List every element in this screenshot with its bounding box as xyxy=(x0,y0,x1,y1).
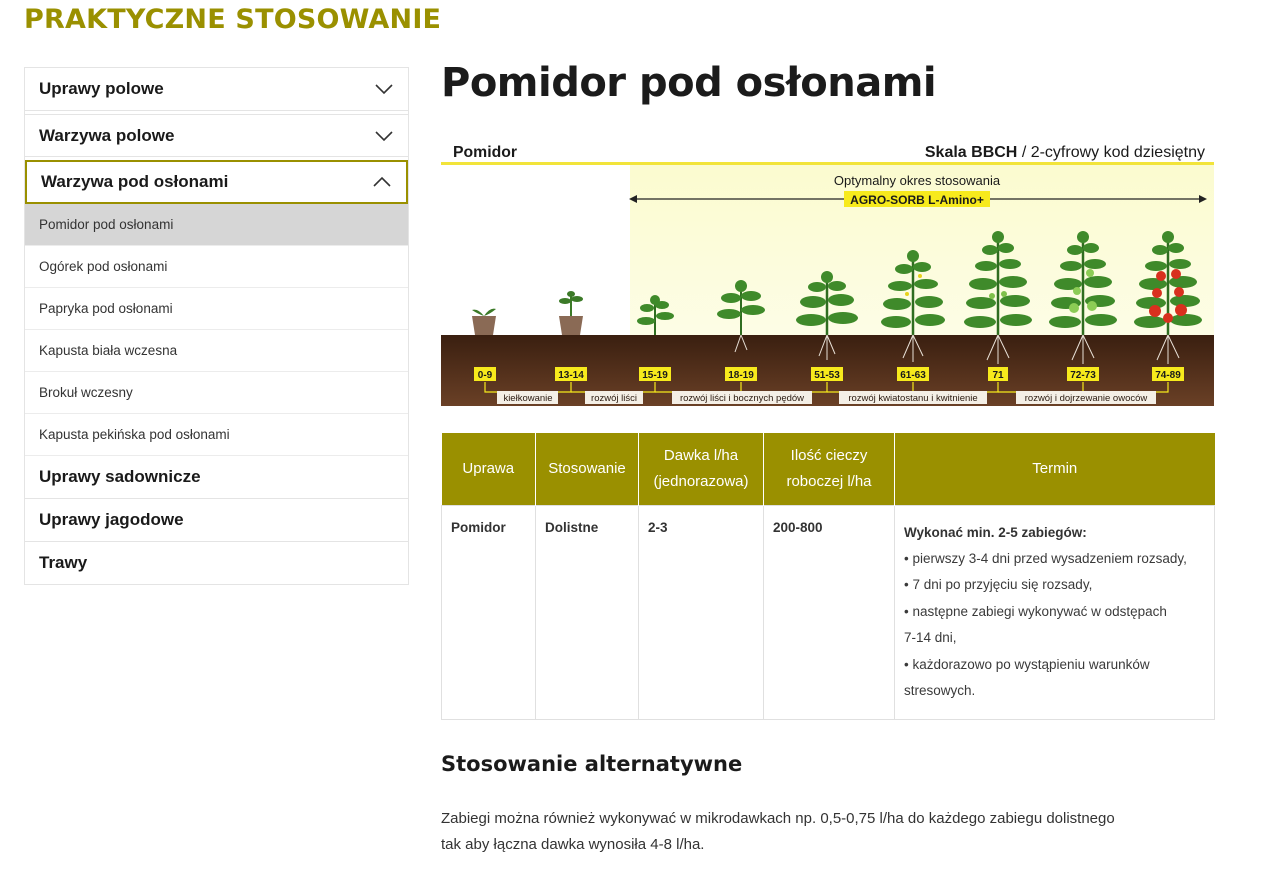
product-label: AGRO-SORB L-Amino+ xyxy=(850,193,984,207)
alternative-use-text xyxy=(441,806,1181,858)
sub-item-papryka[interactable]: Papryka pod osłonami xyxy=(25,288,408,330)
sub-item-ogorek[interactable]: Ogórek pod osłonami xyxy=(25,246,408,288)
term-line: • każdorazowo po wystąpieniu warunków xyxy=(904,656,1150,672)
stage-label: 0-9 xyxy=(477,370,493,381)
bbch-crop-label: Pomidor xyxy=(453,144,517,161)
stage-label: 15-19 xyxy=(642,370,668,381)
term-line: stresowych. xyxy=(904,683,976,698)
accordion-label: Uprawy sadownicze xyxy=(39,467,201,486)
stage-label: 13-14 xyxy=(558,370,584,381)
accordion-label: Warzywa polowe xyxy=(39,125,175,145)
sub-item-brokul[interactable]: Brokuł wczesny xyxy=(25,372,408,414)
alternative-use-heading: Stosowanie alternatywne xyxy=(441,752,743,776)
table-header-row xyxy=(442,433,1215,505)
term-title: Wykonać min. 2-5 zabiegów: xyxy=(904,524,1087,540)
accordion-warzywa-pod-oslonami[interactable] xyxy=(25,160,408,204)
cell-application: Dolistne xyxy=(536,505,639,719)
chevron-down-icon xyxy=(374,83,394,95)
phase-label: rozwój i dojrzewanie owoców xyxy=(1024,393,1148,404)
phase-label: rozwój liści xyxy=(591,393,637,404)
alt-text-line: Zabiegi można również wykonywać w mikrodawkach np. 0,5-0,75 l/ha do każdego zabiegu dolistnego xyxy=(441,810,1115,827)
sub-item-kapusta-pekinska[interactable]: Kapusta pekińska pod osłonami xyxy=(25,414,408,456)
col-header-dawka: Dawka l/ha (jednorazowa) xyxy=(639,433,764,505)
optimal-period-highlight xyxy=(630,165,1214,335)
stage-label: 74-89 xyxy=(1155,370,1181,381)
plant-stage-13-14 xyxy=(559,291,583,335)
crop-category-accordion xyxy=(24,67,409,585)
sub-item-kapusta-biala[interactable]: Kapusta biała wczesna xyxy=(25,330,408,372)
term-line: • 7 dni po przyjęciu się rozsady, xyxy=(904,577,1093,592)
dosage-table xyxy=(441,433,1215,720)
cell-dose: 2-3 xyxy=(639,505,764,719)
cell-liquid: 200-800 xyxy=(764,505,895,719)
accordion-uprawy-polowe[interactable] xyxy=(25,68,408,111)
col-header-termin: Termin xyxy=(895,433,1215,505)
accordion-label: Uprawy jagodowe xyxy=(39,510,184,529)
phase-label: rozwój kwiatostanu i kwitnienie xyxy=(848,393,978,404)
stage-badges xyxy=(474,367,1184,381)
bbch-growth-stage-diagram xyxy=(441,136,1214,406)
optimal-period-label: Optymalny okres stosowania xyxy=(833,173,1001,188)
chevron-up-icon xyxy=(372,176,392,188)
sub-item-pomidor[interactable]: Pomidor pod osłonami xyxy=(25,204,408,246)
col-header-stosowanie: Stosowanie xyxy=(536,433,639,505)
term-line: • pierwszy 3-4 dni przed wysadzeniem rozsady, xyxy=(904,550,1187,566)
accordion-warzywa-polowe[interactable] xyxy=(25,114,408,157)
stage-label: 18-19 xyxy=(728,370,754,381)
phase-label: kiełkowanie xyxy=(503,393,553,404)
accordion-label: Warzywa pod osłonami xyxy=(41,172,229,191)
term-line: 7-14 dni, xyxy=(904,630,957,645)
page-heading: PRAKTYCZNE STOSOWANIE xyxy=(24,4,442,35)
col-header-uprawa: Uprawa xyxy=(442,433,536,505)
main-title: Pomidor pod osłonami xyxy=(441,60,937,106)
stage-label: 72-73 xyxy=(1070,370,1096,381)
bbch-scale-label xyxy=(925,144,1205,161)
cell-term xyxy=(895,505,1215,719)
accordion-label: Uprawy polowe xyxy=(39,79,164,98)
chevron-down-icon xyxy=(374,130,394,142)
table-row xyxy=(442,505,1215,719)
stage-label: 71 xyxy=(992,370,1004,381)
accordion-uprawy-sadownicze[interactable] xyxy=(25,456,408,499)
bbch-scale-bold: Skala BBCH xyxy=(924,144,1018,161)
stage-label: 51-53 xyxy=(814,370,840,381)
plant-stage-0-9 xyxy=(472,309,496,335)
accordion-label: Trawy xyxy=(39,553,88,572)
col-header-ilosc-cieczy: Ilość cieczy roboczej l/ha xyxy=(764,433,895,505)
phase-label: rozwój liści i bocznych pędów xyxy=(679,393,805,404)
bbch-scale-rest: / 2-cyfrowy kod dziesiętny xyxy=(1021,144,1205,161)
accordion-trawy[interactable] xyxy=(25,542,408,585)
term-line: • następne zabiegi wykonywać w odstępach xyxy=(904,603,1167,619)
stage-label: 61-63 xyxy=(900,370,926,381)
alt-text-line: tak aby łączna dawka wynosiła 4-8 l/ha. xyxy=(441,836,705,853)
accordion-uprawy-jagodowe[interactable] xyxy=(25,499,408,542)
cell-crop: Pomidor xyxy=(442,505,536,719)
